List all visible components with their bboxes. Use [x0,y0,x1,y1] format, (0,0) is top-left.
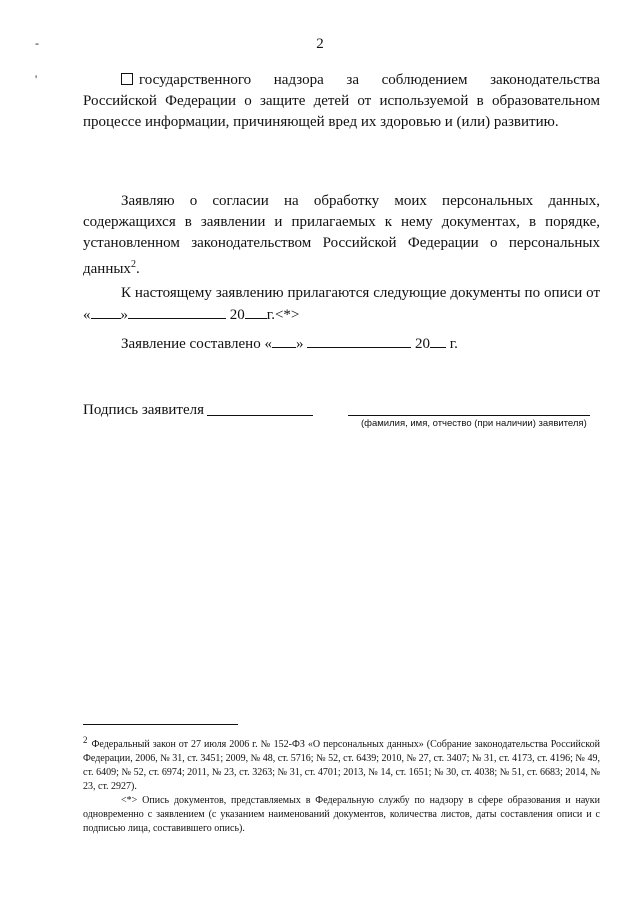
day-field[interactable] [91,304,121,319]
footnote-2 [83,733,600,794]
consent-end: . [135,261,140,277]
paragraph-consent [83,191,600,280]
attachments-text: К настоящему заявлению прилагаются следующие документы по описи [121,285,583,301]
applicant-name-field[interactable] [348,401,590,416]
signature-field[interactable] [207,401,313,416]
year-field[interactable] [245,304,267,319]
margin-mark: - [35,36,39,50]
footnote-star [83,794,600,836]
footnote-2-mark: 2 [83,735,88,745]
compiled-month-field[interactable] [307,333,411,348]
margin-mark: ' [35,72,38,86]
attachments-date-mid: » [120,307,128,323]
paragraph-supervision [83,70,600,133]
footnote-2-text: Федеральный закон от 27 июля 2006 г. № 152-ФЗ «О персональных данных» (Собрание законодательства Российской Федерации, 2006, № 31, ст. 3451; 2009, № 48, ст. 5716; № 52, ст. 6439; 2010, № 27, ст. 3407; № 31, ст. 4173, ст. 4196; № 49, ст. 6409; № 52, ст. 6974; 2011, № 23, ст. 3263; № 31, ст. 4701; 2013, № 14, ст. 1651; № 30, ст. 4038; № 51, ст. 6683; 2014, № 23, ст. 2927). [83,739,600,792]
compiled-year-prefix: 20 [414,336,430,352]
attachments-date-prefix: от « [83,285,601,323]
compiled-prefix: Заявление составлено « [121,336,272,352]
compiled-suffix: г. [449,336,458,352]
signature-caption: (фамилия, имя, отчество (при наличии) заявителя) [361,418,587,429]
page-number: 2 [316,36,324,52]
footnote-ref: 2 [130,259,136,270]
attachments-suffix: г.<*> [266,307,300,323]
footnote-star-text: <*> Опись документов, представляемых в Федеральную службу по надзору в сфере образования и науки одновременно с заявлением (с указанием наименований документов, количества листов, даты составления описи и с подписью лица, составившего опись). [83,795,600,834]
compiled-day-field[interactable] [272,333,296,348]
signature-label: Подпись заявителя [83,402,205,418]
footnotes [83,733,600,836]
footnote-divider [83,724,238,725]
paragraph-supervision-text: государственного надзора за соблюдением законодательства Российской Федерации о защите детей от используемой в образовательном процессе информации, причиняющей вред их здоровью и (или) развитию. [83,72,600,130]
attachments-year-prefix: 20 [229,307,245,323]
consent-text: Заявляю о согласии на обработку моих персональных данных, содержащихся в заявлении и прилагаемых к нему документах, в порядке, установленном законодательством Российской Федерации о персональных данных [83,193,600,277]
month-field[interactable] [128,304,226,319]
checkbox[interactable] [121,73,133,85]
compiled-mid: » [295,336,304,352]
paragraph-attachments [83,283,600,326]
paragraph-compiled [83,333,600,355]
compiled-year-field[interactable] [430,333,446,348]
